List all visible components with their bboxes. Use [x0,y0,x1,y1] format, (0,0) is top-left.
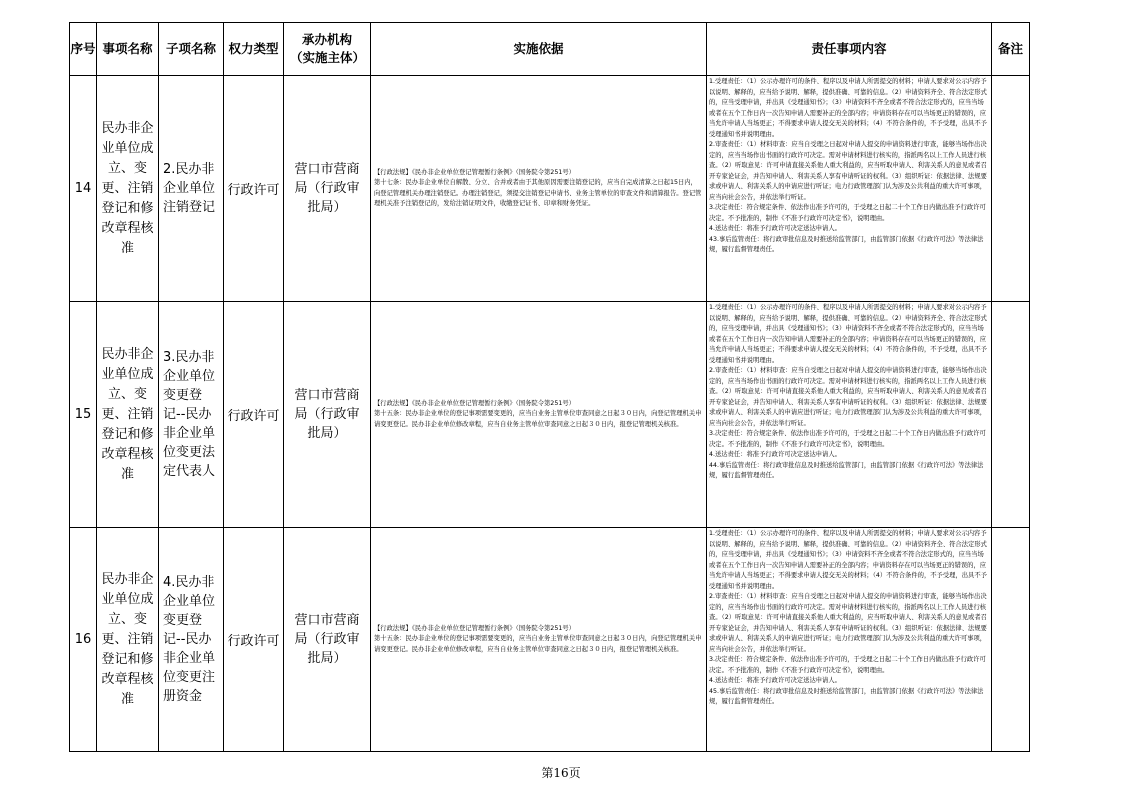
header-responsibility: 责任事项内容 [707,23,992,76]
row-responsibility [707,528,992,752]
header-item-name: 事项名称 [97,23,159,76]
resp-item: 3.决定责任：符合规定条件、依法作出准予许可的，于受理之日起二十个工作日内做出准予行政许可决定。不予批准的，制作《不准予行政许可决定书》，说明理由。 [709,656,986,674]
table-row [70,302,1030,528]
row-seq: 14 [70,76,97,302]
row-org: 营口市营商局（行政审批局） [284,76,371,302]
row-seq: 15 [70,302,97,528]
page-number: 第16页 [541,766,581,780]
resp-item: 2.审查责任：（1）材料审查：应当自受理之日起对申请人提交的申请资料进行审查，能够当场作出决定的，应当当场作出书面的行政许可决定。需对申请材料进行核实的，指派两名以上工作人员进行核查。（2）听取意见：许可申请直接关系他人重大利益的，应当听取申请人、利害关系人的意见或者召开专家论证会，并告知申请人、利害关系人享有申请听证的权利。（3）组织听证：依据法律、法规要求或申请人、利害关系人的申请应进行听证；电力行政管理部门认为涉及公共利益的重大许可事项，应当向社会公告，并依法举行听证。 [709,593,987,653]
resp-item: 1.受理责任：（1）公示办理许可的条件、程序以及申请人所需提交的材料；申请人要求对公示内容予以说明、解释的，应当给予说明、解释，提供准确、可靠的信息。（2）申请资料齐全、符合法定形式的，应当受理申请，并出具《受理通知书》；（3）申请资料不齐全或者不符合法定形式的，应当当场或者在五个工作日内一次告知申请人需要补正的全部内容；申请资料存在可以当场更正的错误的，应当允许申请人当场更正；不得要求申请人提交无关的材料；（4）不符合条件的，不予受理，出具不予受理通知书并说明理由。 [709,530,987,590]
row-remark [992,528,1030,752]
resp-item: 45.事后监管责任：将行政审批信息及时推送给监管部门，由监管部门依据《行政许可法》等法律法规，履行监督管理责任。 [709,687,984,705]
row-sub-name: 3.民办非企业单位变更登记--民办非企业单位变更法定代表人 [159,302,224,528]
row-item-name: 民办非企业单位成立、变更、注销登记和修改章程核准 [97,302,159,528]
row-responsibility [707,302,992,528]
resp-item: 43.事后监管责任：将行政审批信息及时推送给监管部门，由监管部门依据《行政许可法》等法律法规，履行监督管理责任。 [709,235,984,253]
resp-item: 4.送达责任：将准予行政许可决定送达申请人。 [709,451,841,458]
resp-item: 4.送达责任：将准予行政许可决定送达申请人。 [709,677,841,684]
resp-item: 2.审查责任：（1）材料审查：应当自受理之日起对申请人提交的申请资料进行审查，能够当场作出决定的，应当当场作出书面的行政许可决定。需对申请材料进行核实的，指派两名以上工作人员进行核查。（2）听取意见：许可申请直接关系他人重大利益的，应当听取申请人、利害关系人的意见或者召开专家论证会，并告知申请人、利害关系人享有申请听证的权利。（3）组织听证：依据法律、法规要求或申请人、利害关系人的申请应进行听证；电力行政管理部门认为涉及公共利益的重大许可事项，应当向社会公告，并依法举行听证。 [709,141,987,201]
row-org: 营口市营商局（行政审批局） [284,528,371,752]
resp-item: 1.受理责任：（1）公示办理许可的条件、程序以及申请人所需提交的材料；申请人要求对公示内容予以说明、解释的，应当给予说明、解释，提供准确、可靠的信息。（2）申请资料齐全、符合法定形式的，应当受理申请，并出具《受理通知书》；（3）申请资料不齐全或者不符合法定形式的，应当当场或者在五个工作日内一次告知申请人需要补正的全部内容；申请资料存在可以当场更正的错误的，应当允许申请人当场更正；不得要求申请人提交无关的材料；（4）不符合条件的，不予受理，出具不予受理通知书并说明理由。 [709,78,987,138]
row-power-type: 行政许可 [224,302,284,528]
row-remark [992,76,1030,302]
header-power-type: 权力类型 [224,23,284,76]
resp-item: 1.受理责任：（1）公示办理许可的条件、程序以及申请人所需提交的材料；申请人要求对公示内容予以说明、解释的，应当给予说明、解释，提供准确、可靠的信息。（2）申请资料齐全、符合法定形式的，应当受理申请，并出具《受理通知书》；（3）申请资料不齐全或者不符合法定形式的，应当当场或者在五个工作日内一次告知申请人需要补正的全部内容；申请资料存在可以当场更正的错误的，应当允许申请人当场更正；不得要求申请人提交无关的材料；（4）不符合条件的，不予受理，出具不予受理通知书并说明理由。 [709,304,987,364]
table-row [70,76,1030,302]
header-remark: 备注 [992,23,1030,76]
row-remark [992,302,1030,528]
header-sub-name: 子项名称 [159,23,224,76]
resp-item: 3.决定责任：符合规定条件、依法作出准予许可的，于受理之日起二十个工作日内做出准予行政许可决定。不予批准的，制作《不准予行政许可决定书》，说明理由。 [709,204,986,222]
row-sub-name: 4.民办非企业单位变更登记--民办非企业单位变更注册资金 [159,528,224,752]
resp-item: 3.决定责任：符合规定条件、依法作出准予许可的，于受理之日起二十个工作日内做出准予行政许可决定。不予批准的，制作《不准予行政许可决定书》，说明理由。 [709,430,986,448]
row-basis: 【行政法规】《民办非企业单位登记管理暂行条例》（国务院令第251号） 第十五条：民办非企业单位的登记事项需要变更的，应当自业务主管单位审查同意之日起３０日内，向登记管理机关申请变更登记。民办非企业单位修改章程，应当自业务主管单位审查同意之日起３０日内，报登记管理机关核准。 [371,528,707,752]
header-seq: 序号 [70,23,97,76]
header-basis: 实施依据 [371,23,707,76]
row-basis: 【行政法规】《民办非企业单位登记管理暂行条例》（国务院令第251号） 第十七条：民办非企业单位自解散、分立、合并或者由于其他原因需要注销登记的，应当自完成清算之日起15日内，向登记管理机关办理注销登记。办理注销登记，须提交注销登记申请书、业务主管单位的审查文件和清算报告。登记管理机关准予注销登记的，发给注销证明文件，收缴登记证书、印章和财务凭证。 [371,76,707,302]
row-item-name: 民办非企业单位成立、变更、注销登记和修改章程核准 [97,528,159,752]
resp-item: 4.送达责任：将准予行政许可决定送达申请人。 [709,225,841,232]
row-power-type: 行政许可 [224,528,284,752]
row-responsibility [707,76,992,302]
table-header-row [70,23,1030,76]
row-item-name: 民办非企业单位成立、变更、注销登记和修改章程核准 [97,76,159,302]
row-seq: 16 [70,528,97,752]
resp-item: 2.审查责任：（1）材料审查：应当自受理之日起对申请人提交的申请资料进行审查，能够当场作出决定的，应当当场作出书面的行政许可决定。需对申请材料进行核实的，指派两名以上工作人员进行核查。（2）听取意见：许可申请直接关系他人重大利益的，应当听取申请人、利害关系人的意见或者召开专家论证会，并告知申请人、利害关系人享有申请听证的权利。（3）组织听证：依据法律、法规要求或申请人、利害关系人的申请应进行听证；电力行政管理部门认为涉及公共利益的重大许可事项，应当向社会公告，并依法举行听证。 [709,367,987,427]
table-row [70,528,1030,752]
resp-item: 44.事后监管责任：将行政审批信息及时推送给监管部门，由监管部门依据《行政许可法》等法律法规，履行监督管理责任。 [709,461,984,479]
row-basis: 【行政法规】《民办非企业单位登记管理暂行条例》（国务院令第251号） 第十五条：民办非企业单位的登记事项需要变更的，应当自业务主管单位审查同意之日起３０日内，向登记管理机关申请变更登记。民办非企业单位修改章程，应当自业务主管单位审查同意之日起３０日内，报登记管理机关核准。 [371,302,707,528]
responsibility-table [69,22,1030,752]
row-sub-name: 2.民办非企业单位注销登记 [159,76,224,302]
row-power-type: 行政许可 [224,76,284,302]
row-org: 营口市营商局（行政审批局） [284,302,371,528]
header-org: 承办机构（实施主体） [284,23,371,76]
